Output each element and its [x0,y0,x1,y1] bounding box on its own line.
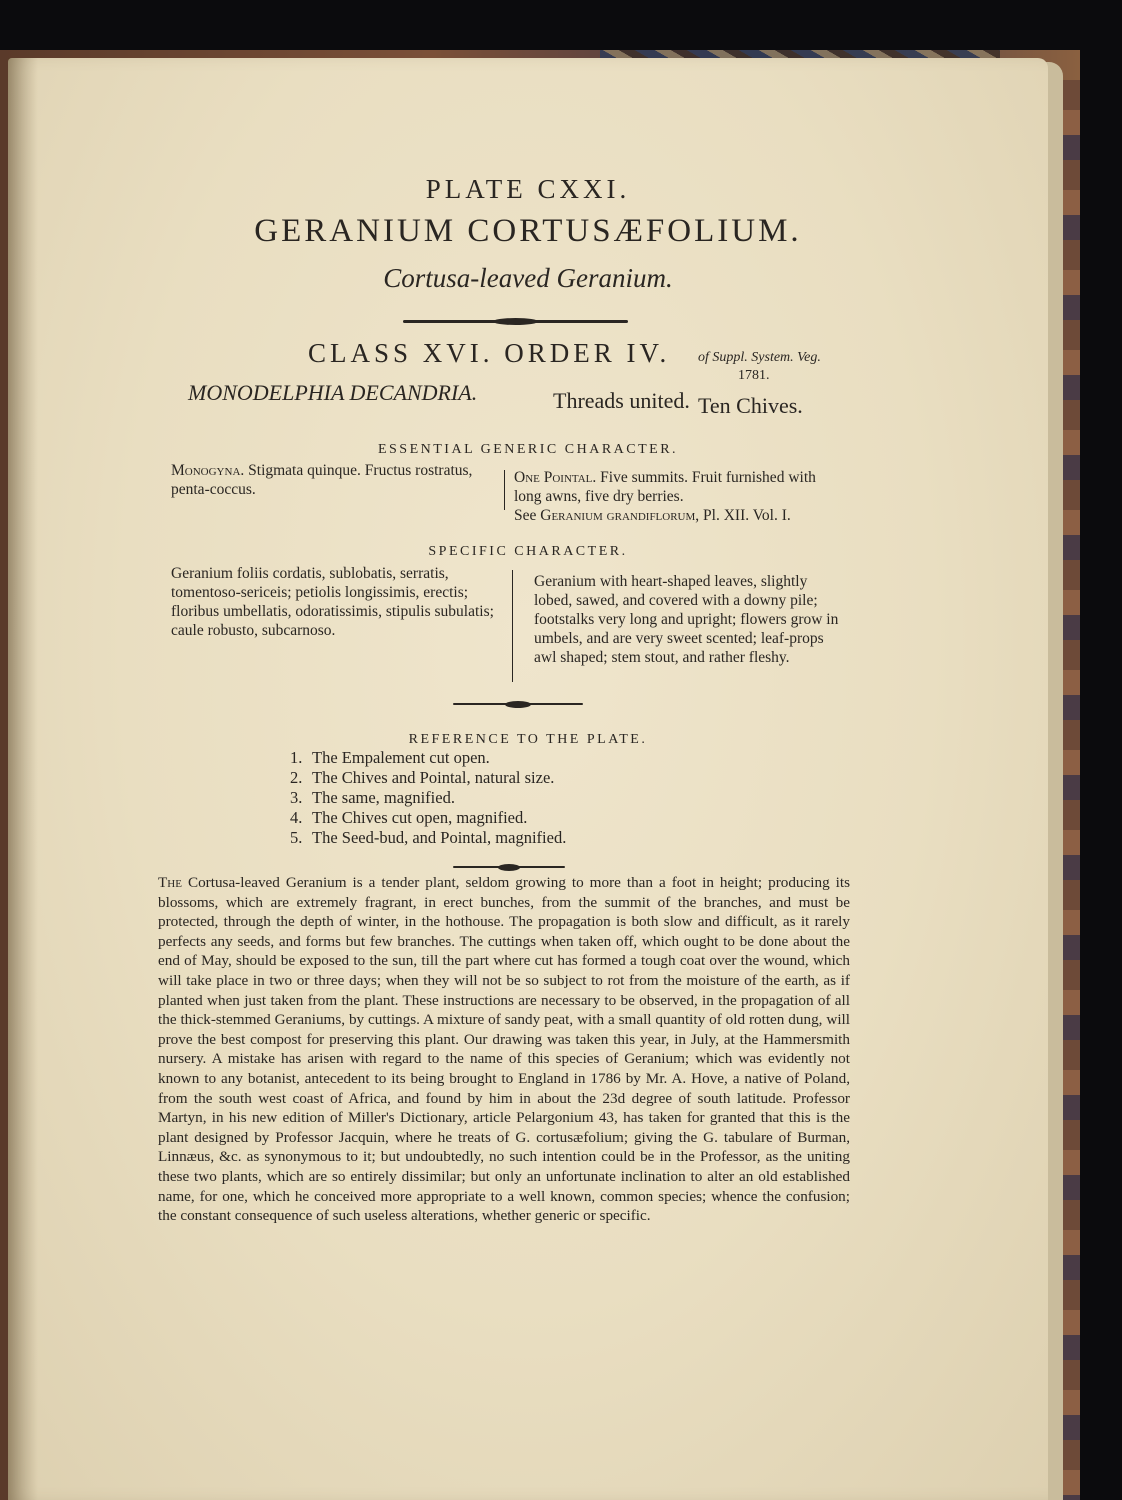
supplement-year: 1781. [738,368,770,383]
specific-heading: SPECIFIC CHARACTER. [428,544,628,559]
book-page [8,58,1048,1500]
see-reference: Geranium grandiflorum, [540,507,700,524]
supplement-reference: of Suppl. System. Veg. [698,350,821,365]
generic-latin-lead: Monogyna. [171,462,245,479]
column-divider [504,470,505,510]
generic-latin-text: Stigmata quinque. Fructus rostratus, penta-coccus. [171,462,473,498]
species-title: GERANIUM CORTUSÆFOLIUM. [254,213,802,249]
ornamental-rule [453,866,565,868]
list-item: 1. The Empalement cut open. [290,748,490,767]
list-item: 3. The same, magnified. [290,788,455,807]
plate-number: PLATE CXXI. [425,174,631,204]
generic-english-lead: One Pointal. [514,469,597,486]
list-item: 2. The Chives and Pointal, natural size. [290,768,555,787]
list-item: 4. The Chives cut open, magnified. [290,808,528,827]
specific-latin: Geranium foliis cordatis, sublobatis, serratis, tomentoso-sericeis; petiolis longissimis, erectis; floribus umbellatis, odoratissimis, stipulis subulatis; caule robusto, subcarnoso. [171,565,494,639]
spine-shadow [8,58,38,1500]
description-body: Cortusa-leaved Geranium is a tender plant, seldom growing to more than a foot in height; producing its blossoms, which are extremely fragrant, in erect bunches, from the summit of the branches, and must be protected, through the depth of winter, in the hothouse. The propagation is both slow and difficult, as it rarely perfects any seeds, and forms but few branches. The cuttings when taken off, which ought to be done about the end of May, should be exposed to the sun, till the part where cut has formed a tough coat over the wound, which will take place in two or three days; when they will not be so subject to rot from the moisture of the earth, as if planted when just taken from the plant. These instructions are necessary to be observed, in the propagation of all the thick-stemmed Geraniums, by cuttings. A mixture of sandy peat, with a small quantity of old rotten dung, will prove the best compost for preserving this plant. Our drawing was taken this year, in July, at the Hammersmith nursery. A mistake has arisen with regard to the name of this species of Geranium; which was evidently not known to any botanist, antecedent to its being brought to England in 1786 by Mr. A. Hove, a native of Poland, from the south west coast of Africa, and found by him in about the 23d degree of south latitude. Professor Martyn, in his new edition of Miller's Dictionary, article Pelargonium 43, has taken for granted that this is the plant designed by Professor Jacquin, where he treats of G. cortusæfolium; giving the G. tabulare of Burman, Linnæus, &c. as synonymous to it; but undoubtedly, no such intention could be in the Professor, as the uniting these two plants, which are so entirely dissimilar; but only an unfortunate inclination to alter an old established name, for one, which he conceived more appropriate to a well known, common species; whence the confusion; the constant consequence of such useless alterations, whether generic or specific. [158,874,851,1225]
ornamental-rule [403,320,628,323]
description-text [158,873,850,1226]
generic-heading: ESSENTIAL GENERIC CHARACTER. [377,442,679,457]
list-item: 5. The Seed-bud, and Pointal, magnified. [290,828,567,847]
reference-list [290,748,566,848]
generic-english [514,468,844,525]
description-lead: The [158,874,182,891]
ornamental-rule [453,703,583,705]
linnaean-class: MONODELPHIA DECANDRIA. [188,380,478,405]
see-tail: Pl. XII. Vol. I. [703,507,791,524]
threads-united: Threads united. [553,388,690,413]
column-divider [512,570,513,682]
class-order: CLASS XVI. ORDER IV. [308,338,671,368]
reference-heading: REFERENCE TO THE PLATE. [408,732,648,747]
specific-english: Geranium with heart-shaped leaves, slightly lobed, sawed, and covered with a downy pile; footstalks very long and upright; flowers grow in umbels, and are very sweet scented; leaf-props awl shaped; stem stout, and rather fleshy. [534,573,839,666]
generic-latin [171,461,491,499]
generic-english-text: Five summits. Fruit furnished with long awns, five dry berries. [514,469,816,505]
common-name: Cortusa-leaved Geranium. [383,263,673,293]
see-lead: See [514,507,537,524]
ten-chives: Ten Chives. [698,393,803,418]
